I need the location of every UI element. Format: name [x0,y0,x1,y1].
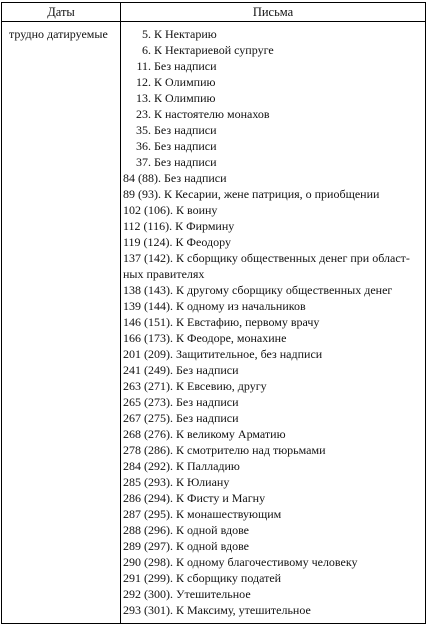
letter-number: 84 (88). [123,171,161,185]
letter-title: К Евсевию, другу [176,379,267,393]
letter-entry [123,378,421,394]
letter-title: К настоятелю монахов [154,107,270,121]
letter-entry [123,138,421,154]
letter-title: К великому Арматию [176,427,286,441]
letter-entry [123,410,421,426]
letter-entry [123,122,421,138]
letter-number: 265 (273). [123,395,173,409]
letter-title: Без надписи [176,411,239,425]
letter-entry [123,298,421,314]
letter-title: К Фисту и Магну [176,491,266,505]
letter-title: К Нектарию [154,27,217,41]
letter-number: 112 (116). [123,219,173,233]
letter-number: 36. [136,139,151,153]
letter-title: К сборщику податей [176,571,282,585]
letter-number: 201 (209). [123,347,173,361]
letter-title: К Максиму, утешительное [176,603,311,617]
letter-entry [123,170,421,186]
letter-number: 5. [142,27,151,41]
letter-title: Защитительное, без надписи [176,347,323,361]
letter-entry [123,282,421,298]
header-letters: Письма [252,5,294,19]
letter-entry [123,602,421,618]
letter-title: К сборщику общественных денег при област- [176,251,410,265]
letter-title: К Евстафию, первому врачу [176,315,320,329]
letter-number: 6. [142,43,151,57]
letter-number: 291 (299). [123,571,173,585]
letter-title: К Палладию [176,459,240,473]
letter-title: Без надписи [154,123,217,137]
letter-number: 37. [136,155,151,169]
letter-number: 139 (144). [123,299,173,313]
letter-title: Без надписи [154,59,217,73]
letter-number: 268 (276). [123,427,173,441]
letter-number: 23. [136,107,151,121]
letter-entry [123,74,421,90]
letter-number: 292 (300). [123,587,173,601]
letter-number: 137 (142). [123,251,173,265]
letter-title: Без надписи [176,363,239,377]
letter-title: К Юлиану [176,475,230,489]
letter-entry [123,522,421,538]
letter-entry [123,346,421,362]
letter-number: 138 (143). [123,283,173,297]
letter-number: 119 (124). [123,235,173,249]
letter-number: 286 (294). [123,491,173,505]
letter-title: К воину [176,203,218,217]
letter-number: 285 (293). [123,475,173,489]
letter-entry [123,106,421,122]
letter-number: 35. [136,123,151,137]
letter-title: К одной вдове [176,523,250,537]
letter-entry [123,90,421,106]
letter-entry [123,394,421,410]
letter-entry [123,490,421,506]
letter-number: 287 (295). [123,507,173,521]
letter-entry [123,154,421,170]
letter-entry [123,314,421,330]
date-category-label: трудно датируемые [9,27,108,41]
letter-title: К Нектариевой супруге [154,43,274,57]
letter-title: К одной вдове [176,539,250,553]
header-divider [2,21,425,22]
letter-entry [123,234,421,250]
letter-entry [123,570,421,586]
letter-entry [123,506,421,522]
letter-number: 11. [136,59,151,73]
letter-number: 146 (151). [123,315,173,329]
letter-title: К Олимпию [154,91,216,105]
letter-number: 290 (298). [123,555,173,569]
letter-number: 12. [136,75,151,89]
letter-title: К одному из начальников [176,299,306,313]
letter-number: 293 (301). [123,603,173,617]
letter-entry [123,426,421,442]
letter-number: 89 (93). [123,187,161,201]
letter-title: К Феодоре, монахине [176,331,287,345]
letter-entry [123,330,421,346]
letter-entry [123,58,421,74]
letter-entry [123,458,421,474]
letter-entry [123,554,421,570]
letter-entry [123,538,421,554]
letters-table [1,2,426,624]
letter-title: К другому сборщику общественных денег [176,283,393,297]
letter-title: К монашествующим [176,507,282,521]
letter-number: 284 (292). [123,459,173,473]
letter-title: К Фирмину [175,219,235,233]
letter-title: Без надписи [154,155,217,169]
letter-number: 13. [136,91,151,105]
letter-number: 288 (296). [123,523,173,537]
letter-title: Без надписи [176,395,239,409]
letter-title: Утешительное [176,587,251,601]
letter-title: К одному благочестивому человеку [176,555,358,569]
header-dates: Даты [47,5,75,19]
letter-number: 102 (106). [123,203,173,217]
letter-entry [123,218,421,234]
letter-entry [123,586,421,602]
letter-entry [123,250,421,266]
column-divider [120,3,121,623]
letter-entry [123,186,421,202]
letter-entry [123,42,421,58]
letter-number: 241 (249). [123,363,173,377]
letter-number: 263 (271). [123,379,173,393]
letters-list [123,26,421,618]
letter-title: К Олимпию [154,75,216,89]
letter-number: 289 (297). [123,539,173,553]
letter-entry [123,26,421,42]
letter-title: К Кесарии, жене патриция, о приобщении [164,187,380,201]
letter-entry [123,442,421,458]
letter-number: 166 (173). [123,331,173,345]
letter-title-continuation: ных правителях [123,267,205,281]
letter-entry [123,202,421,218]
letter-entry [123,474,421,490]
letter-number: 267 (275). [123,411,173,425]
letter-number: 278 (286). [123,443,173,457]
letter-entry [123,362,421,378]
letter-title: Без надписи [154,139,217,153]
letter-title: К смотрителю над тюрьмами [176,443,326,457]
letter-title: Без надписи [164,171,227,185]
letter-title: К Феодору [175,235,231,249]
